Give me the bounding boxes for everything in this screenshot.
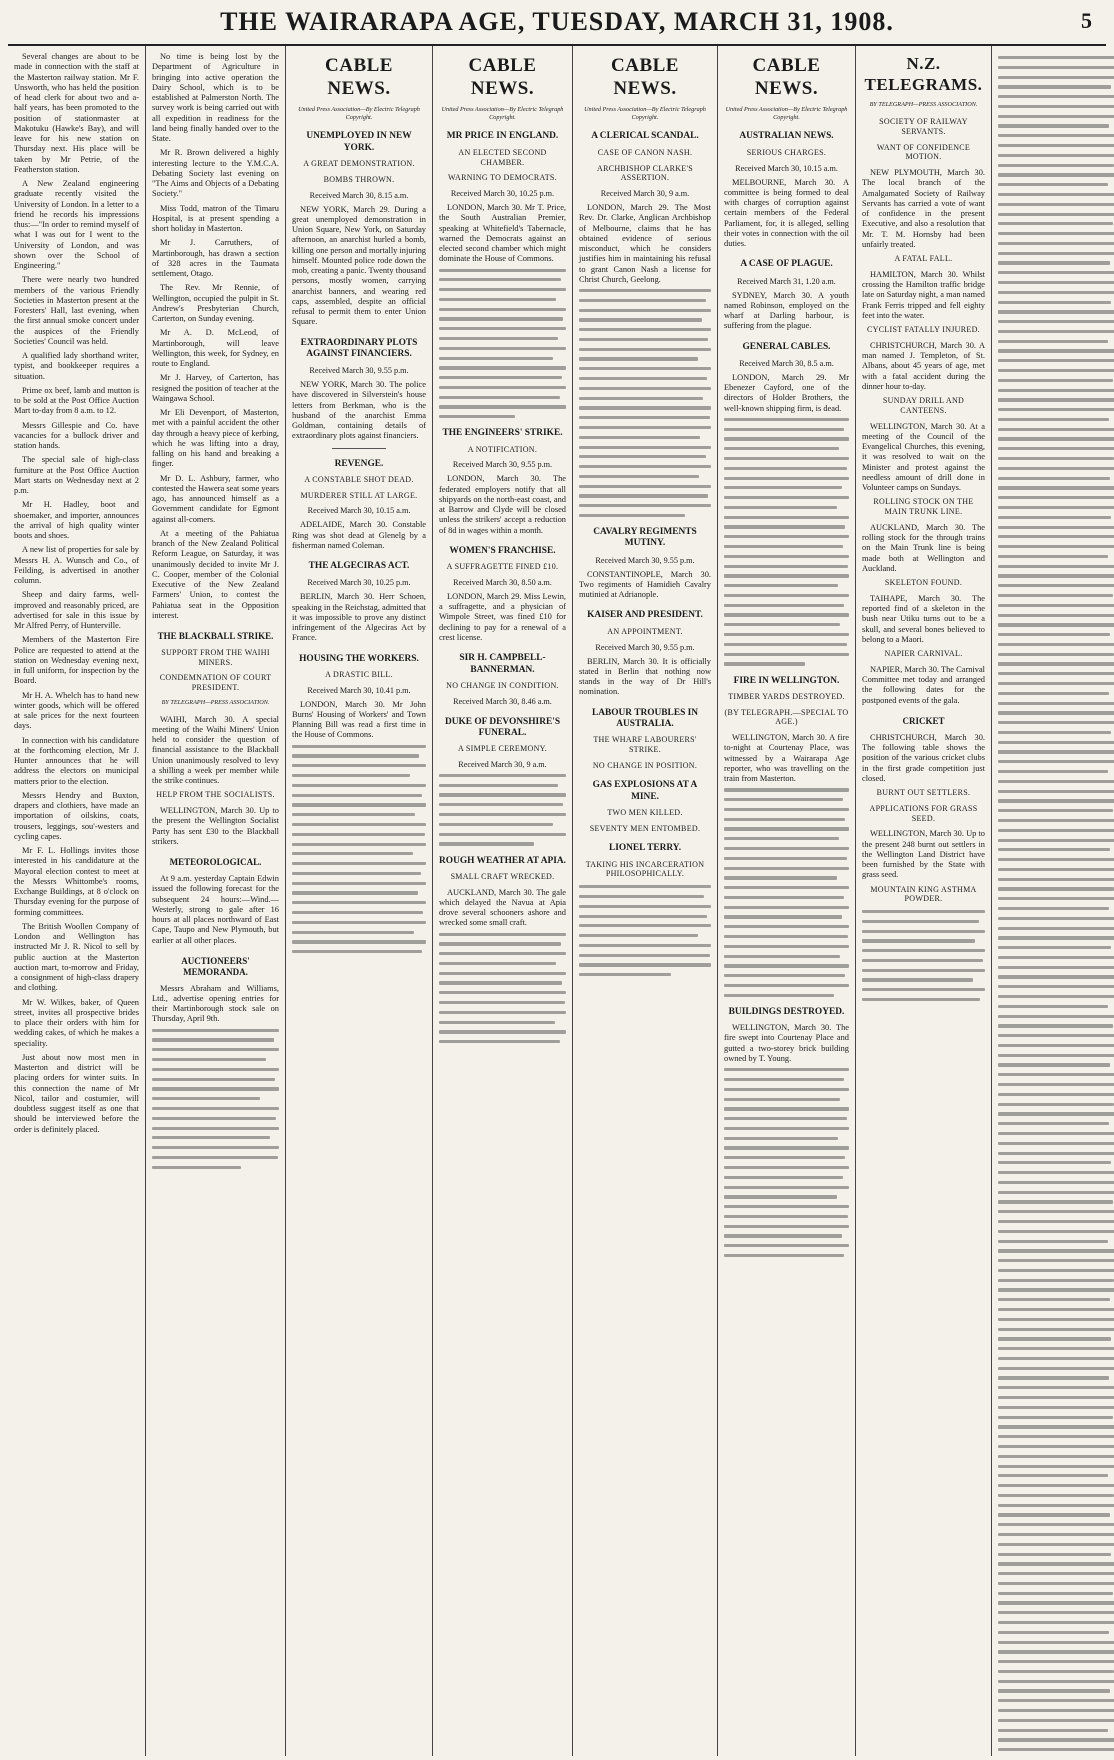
- article-paragraph: In connection with his candidature at the forthcoming election, Mr J. Hunter announces that he will address the electors on municipal matters prior to the election.: [14, 735, 139, 786]
- article-paragraph: Mr Eli Devenport, of Masterton, met with a painful accident the other day through a heavy piece of kerbing, which he was lifting into a dray, falling on his hand and breaking a finger.: [152, 408, 279, 469]
- article-paragraph: NEW PLYMOUTH, March 30. The local branch of the Amalgamated Society of Railway Servants has carried a vote of want of confidence in the present Executive, and also a resolution that Mr. T. M. Hornsby had been unfairly treated.: [862, 168, 985, 249]
- article-paragraph: LONDON, March 30. The federated employers notify that all shipyards on the north-east coast, and at Barrow and Clyde will be closed unless the strikers' accept a reduction of 8d in wages within a month.: [439, 474, 566, 535]
- subheading: WARNING TO DEMOCRATS.: [448, 173, 557, 183]
- subheading: TAKING HIS INCARCERATION PHILOSOPHICALLY.: [585, 859, 705, 879]
- column-cable-news-4: [718, 46, 856, 1756]
- column-heading: CABLE NEWS.: [611, 55, 679, 100]
- article-paragraph: The Rev. Mr Rennie, of Wellington, occupied the pulpit in St. Andrew's Presbyterian Church, Carterton, on Sunday evening.: [152, 283, 279, 323]
- subheading: MOUNTAIN KING ASTHMA POWDER.: [870, 884, 977, 904]
- credit-line: BY TELEGRAPH—PRESS ASSOCIATION.: [161, 698, 270, 706]
- section-heading: CRICKET: [902, 715, 945, 726]
- article-paragraph: MELBOURNE, March 30. A committee is being formed to deal with charges of corruption against certain members of the Federal Parliament, for, it is alleged, selling their votes in connection with the oil duties.: [724, 177, 849, 248]
- received-line: Received March 30, 10.15 a.m.: [735, 163, 838, 173]
- subheading: A CONSTABLE SHOT DEAD.: [304, 474, 414, 484]
- article-paragraph: CHRISTCHURCH, March 30. A man named J. Templeton, of St. Albans, about 45 years of age, met with a fatal accident during the dinner hour to-day.: [862, 340, 985, 391]
- article-headline: WOMEN'S FRANCHISE.: [449, 545, 556, 556]
- article-paragraph: ADELAIDE, March 30. Constable Ring was shot dead at Glenelg by a fisherman named Coleman.: [292, 520, 426, 550]
- article-paragraph: LONDON, March 29. Mr Ebenezer Cayford, one of the directors of Holder Brothers, the well-known shipping firm, is dead.: [724, 372, 849, 413]
- article-paragraph: At a meeting of the Pahiatua branch of the New Zealand Political Reform League, on Saturday, it was unanimously decided to invite Mr J. C. Cooper, member of the Colonial Executive of the New Zealand Farmers' Union, to contest the Pahiatua seat in the Opposition interest.: [152, 528, 279, 620]
- received-line: Received March 30, 9 a.m.: [458, 759, 547, 769]
- received-line: Received March 31, 1.20 a.m.: [737, 276, 836, 286]
- column-heading: CABLE NEWS.: [325, 55, 393, 100]
- column-cable-news-1: [286, 46, 433, 1756]
- received-line: Received March 30, 9 a.m.: [600, 189, 690, 198]
- text-filler: [724, 418, 849, 666]
- article-headline: KAISER AND PRESIDENT.: [587, 610, 703, 621]
- section-heading: AUCTIONEERS' MEMORANDA.: [181, 955, 250, 977]
- text-filler: [998, 56, 1114, 1756]
- subheading: APPLICATIONS FOR GRASS SEED.: [869, 803, 978, 823]
- column-heading: N.Z. TELEGRAMS.: [864, 54, 983, 94]
- article-paragraph: BERLIN, March 30. Herr Schoen, speaking in the Reichstag, admitted that it was impossible to prove any distinct infringement of the Algeciras Act by France.: [292, 592, 426, 643]
- article-paragraph: Mr F. L. Hollings invites those interested in his candidature at the Mayoral election contest to meet at the Messrs Whittombe's rooms, Exchange Buildings, at 8 o'clock on Thursday evening for the purpose of forming committees.: [14, 846, 139, 917]
- article-paragraph: LONDON, March 29. Miss Lewin, a suffragette, and a physician of Wimpole Street, was fined £10 for declining to pay for a renewal of a crest license.: [439, 591, 566, 642]
- column-cable-news-2: [433, 46, 573, 1756]
- subheading: CONDEMNATION OF COURT PRESIDENT.: [159, 673, 272, 693]
- article-paragraph: Sheep and dairy farms, well-improved and reasonably priced, are advertised for sale in this issue by Mr Alfred Perry, of Hunterville.: [14, 590, 139, 630]
- column-heading: CABLE NEWS.: [752, 55, 821, 100]
- subheading: CASE OF CANON NASH.: [597, 147, 693, 157]
- credit-line: United Press Association—By Electric Telegraph Copyright.: [441, 106, 564, 121]
- article-paragraph: Mr J. Harvey, of Carterton, has resigned the position of teacher at the Waingawa School.: [152, 373, 279, 403]
- article-paragraph: WELLINGTON, March 30. A fire to-night at Courtenay Place, was witnessed by a Wairarapa Age reporter, who was travelling on the train from Masterton.: [724, 733, 849, 784]
- text-filler: [724, 1068, 849, 1257]
- article-paragraph: HAMILTON, March 30. Whilst crossing the Hamilton traffic bridge late on Saturday night, a man named Frank Ferris tripped and fell eighty feet into the water.: [862, 269, 985, 320]
- text-filler: [439, 774, 566, 846]
- subheading: A GREAT DEMONSTRATION.: [303, 159, 415, 169]
- article-paragraph: Members of the Masterton Fire Police are requested to attend at the station on Wednesday evening next, in full uniform, for inspection by the Board.: [14, 635, 139, 686]
- article-paragraph: No time is being lost by the Department of Agriculture in bringing into active operation the Dairy School, which is to be established at Palmerston North. The survey work is being carried out with all expedition in readiness for the land being finally handed over to the State.: [152, 52, 279, 143]
- article-headline: SIR H. CAMPBELL-BANNERMAN.: [459, 653, 546, 675]
- article-paragraph: NAPIER, March 30. The Carnival Committee met today and arranged the following dates for the postponed events of the gala.: [862, 664, 985, 705]
- article-paragraph: Messrs Hendry and Buxton, drapers and clothiers, have made an importation of oilskins, coats, trousers, leggings, sou'-westers and cycling capes.: [14, 790, 139, 841]
- credit-line: United Press Association—By Electric Telegraph Copyright.: [298, 106, 420, 121]
- article-paragraph: CONSTANTINOPLE, March 30. Two regiments of Hamidieh Cavalry mutinied at Adrianople.: [579, 569, 711, 600]
- subheading: SUNDAY DRILL AND CANTEENS.: [882, 396, 965, 415]
- article-paragraph: Mr W. Wilkes, baker, of Queen street, invites all prospective brides to place their orders with him for wedding cakes, of which he makes a speciality.: [14, 997, 139, 1048]
- subheading: BOMBS THROWN.: [323, 174, 395, 184]
- article-paragraph: LONDON, March 29. The Most Rev. Dr. Clarke, Anglican Archbishop of Melbourne, claims that he has obtained evidence of serious misconduct, which he considers justifies him in maintaining his refusal to grant Canon Nash a license for Christ Church, Geelong.: [579, 203, 711, 284]
- received-line: Received March 30, 9.55 p.m.: [595, 642, 695, 652]
- column-heading: CABLE NEWS.: [468, 55, 537, 100]
- subheading: THE WHARF LABOURERS' STRIKE.: [593, 735, 697, 754]
- subheading: ROLLING STOCK ON THE MAIN TRUNK LINE.: [873, 497, 974, 517]
- article-headline: ROUGH WEATHER AT APIA.: [439, 855, 566, 866]
- article-paragraph: A New Zealand engineering graduate recently visited the University of London. In a letter to a friend he records his impressions thus:—"In order to remind myself of what I was out for I went to the University of London, and was shown over the School of Engineering.": [14, 179, 139, 270]
- received-line: Received March 30, 8.5 a.m.: [739, 358, 834, 368]
- article-headline: THE ENGINEERS' STRIKE.: [442, 428, 563, 439]
- subheading: A DRASTIC BILL.: [325, 669, 393, 679]
- section-heading: METEOROLOGICAL.: [169, 857, 262, 868]
- subheading: A SUFFRAGETTE FINED £10.: [446, 562, 559, 572]
- subheading: NO CHANGE IN CONDITION.: [446, 680, 559, 690]
- subheading: A NOTIFICATION.: [467, 444, 538, 454]
- article-paragraph: WELLINGTON, March 30. At a meeting of the Council of the Evangelical Churches, this evening, it was resolved to wait on the Minister and protest against the needless amount of drill done in Volunteer camps on Sundays.: [862, 421, 985, 493]
- credit-line: United Press Association—By Electric Telegraph Copyright.: [584, 106, 706, 121]
- text-filler: [152, 1029, 279, 1169]
- article-paragraph: Mr J. Carruthers, of Martinborough, has drawn a section of 328 acres in the Taumata settlement, Otago.: [152, 238, 279, 278]
- subheading: A FATAL FALL.: [894, 254, 953, 264]
- article-paragraph: CHRISTCHURCH, March 30. The following table shows the position of the various cricket clubs in the first grade competition just closed.: [862, 732, 985, 783]
- article-headline: AUSTRALIAN NEWS.: [739, 131, 834, 142]
- subheading: TWO MEN KILLED.: [607, 807, 683, 817]
- article-paragraph: Mr A. D. McLeod, of Martinborough, will leave Wellington, this week, for Sydney, en route to England.: [152, 328, 279, 368]
- article-headline: A CASE OF PLAGUE.: [740, 259, 833, 270]
- subheading: SKELETON FOUND.: [884, 578, 963, 588]
- article-paragraph: WELLINGTON, March 30. Up to the present the Wellington Socialist Party has sent £30 to the Blackball strikers.: [152, 806, 279, 846]
- subheading: SOCIETY OF RAILWAY SERVANTS.: [879, 117, 968, 136]
- newspaper-title: THE WAIRARAPA AGE, TUESDAY, MARCH 31, 1908.: [220, 7, 894, 36]
- article-paragraph: Prime ox beef, lamb and mutton is to be sold at the Post Office Auction Mart to-day from 8 a.m. to 12.: [14, 385, 139, 416]
- text-filler: [579, 289, 711, 517]
- received-line: Received March 30, 10.41 p.m.: [307, 685, 411, 695]
- received-line: Received March 30, 10.15 a.m.: [307, 506, 411, 516]
- text-filler: [862, 910, 985, 1001]
- article-paragraph: SYDNEY, March 30. A youth named Robinson, employed on the wharf at Darling harbour, is suffering from the plague.: [724, 290, 849, 331]
- article-paragraph: AUCKLAND, March 30. The gale which delayed the Navua at Apia drove several schooners ashore and wrecked some small craft.: [439, 887, 566, 928]
- text-filler: [724, 788, 849, 997]
- subheading: SERIOUS CHARGES.: [746, 147, 827, 157]
- columns: [8, 46, 1106, 1756]
- article-paragraph: LONDON, March 30. Mr John Burns' Housing of Workers' and Town Planning Bill was read a first time in the House of Commons.: [292, 699, 426, 740]
- article-headline: A CLERICAL SCANDAL.: [591, 131, 699, 142]
- page-number: 5: [1081, 8, 1092, 33]
- subheading: NAPIER CARNIVAL.: [884, 649, 963, 659]
- article-paragraph: Several changes are about to be made in connection with the staff at the Masterton railway station. Mr F. Unsworth, who has held the position of head clerk for about two and a-half years, has been promoted to the position of stationmaster at Makotuku (Hawke's Bay), and will leave for his new station on Thursday next. His place will be taken by Mr Petrie, of the Featherston station.: [14, 52, 139, 174]
- article-headline: LABOUR TROUBLES IN AUSTRALIA.: [591, 707, 699, 729]
- subheading: SMALL CRAFT WRECKED.: [450, 871, 555, 881]
- subheading: NO CHANGE IN POSITION.: [592, 760, 698, 770]
- article-paragraph: WELLINGTON, March 30. The fire swept into Courtenay Place and gutted a two-storey brick building owned by T. Young.: [724, 1023, 849, 1063]
- subheading: BURNT OUT SETTLERS.: [876, 788, 971, 797]
- column-nz-telegrams: [856, 46, 992, 1756]
- column-local-news-1: [8, 46, 146, 1756]
- subheading: (BY TELEGRAPH.—SPECIAL TO AGE.): [724, 707, 849, 727]
- column-local-news-2: [146, 46, 286, 1756]
- article-paragraph: Messrs Gillespie and Co. have vacancies for a bullock driver and station hands.: [14, 420, 139, 450]
- article-paragraph: NEW YORK, March 29. During a great unemployed demonstration in Union Square, New York, on Saturday afternoon, an anarchist hurled a bomb, killing one person and mortally injuring himself. Mounted police rode down the mob, creating a panic. Twenty thousand persons, mostly women, carrying anarchist banners, and wearing red caps, assembled, despite an official refusal to permit them to enter Union Square.: [292, 204, 426, 327]
- article-paragraph: AUCKLAND, March 30. The rolling stock for the through trains on the Main Trunk line is being made both at Wellington and Auckland.: [862, 522, 985, 573]
- received-line: Received March 30, 8.15 a.m.: [309, 190, 409, 200]
- article-paragraph: The special sale of high-class furniture at the Post Office Auction Mart starts on Wednesday next at 2 p.m.: [14, 455, 139, 495]
- subheading: AN ELECTED SECOND CHAMBER.: [458, 147, 547, 167]
- received-line: Received March 30, 8.50 a.m.: [453, 577, 552, 587]
- article-paragraph: Just about now most men in Masterton and district will be placing orders for winter suits. In this connection the name of Mr Nicol, tailor and costumier, will doubtless suggest itself as one that should be interviewed before the order is definitely placed.: [14, 1052, 139, 1134]
- article-headline: GAS EXPLOSIONS AT A MINE.: [592, 780, 698, 802]
- masthead: [8, 0, 1106, 46]
- subheading: HELP FROM THE SOCIALISTS.: [156, 790, 275, 800]
- article-headline: CAVALRY REGIMENTS MUTINY.: [593, 527, 697, 549]
- article-paragraph: At 9 a.m. yesterday Captain Edwin issued the following forecast for the subsequent 24 hours:—Wind.—Westerly, strong to gale after 16 hours at all places northward of East Cape, Taupo and New Plymouth, but earlier at all other places.: [152, 874, 279, 945]
- received-line: Received March 30, 10.25 p.m.: [450, 189, 555, 198]
- article-headline: DUKE OF DEVONSHIRE'S FUNERAL.: [444, 716, 561, 738]
- subheading: A SIMPLE CEREMONY.: [457, 744, 548, 754]
- subheading: WANT OF CONFIDENCE MOTION.: [876, 142, 971, 162]
- article-headline: HOUSING THE WORKERS.: [299, 653, 419, 664]
- credit-line: United Press Association—By Electric Telegraph Copyright.: [725, 106, 848, 121]
- received-line: Received March 30, 9.55 p.m.: [595, 555, 695, 565]
- article-headline: BUILDINGS DESTROYED.: [728, 1006, 845, 1017]
- text-filler: [579, 885, 711, 976]
- article-headline: MR PRICE IN ENGLAND.: [446, 131, 559, 142]
- article-paragraph: A qualified lady shorthand writer, typist, and bookkeeper requires a situation.: [14, 351, 139, 381]
- credit-line: BY TELEGRAPH—PRESS ASSOCIATION.: [869, 101, 978, 109]
- article-paragraph: There were nearly two hundred members of the various Friendly Societies in Masterton present at the Foresters' Hall, last evening, when the first annual smoke concert under the auspices of the Friendly Societies' Council was held.: [14, 275, 139, 346]
- text-filler: [439, 269, 566, 419]
- article-paragraph: TAIHAPE, March 30. The reported find of a skeleton in the bush near Utiku turns out to be a skull, and several bones believed to belong to a Maori.: [862, 593, 985, 644]
- article-paragraph: WELLINGTON, March 30. Up to the present 248 burnt out settlers in the Wellington Land District have been furnished by the State with grass seed.: [862, 829, 985, 880]
- article-headline: THE ALGECIRAS ACT.: [308, 561, 410, 572]
- article-headline: LIONEL TERRY.: [608, 843, 682, 854]
- section-heading: THE BLACKBALL STRIKE.: [157, 631, 274, 641]
- article-paragraph: The British Woollen Company of London and Wellington has instructed Mr J. R. Nicol to sell by public auction at the Masterton auction mart, to-morrow and Friday, a consignment of high-class drapery and clothing.: [14, 921, 139, 993]
- article-headline: REVENGE.: [334, 458, 384, 469]
- subheading: SUPPORT FROM THE WAIHI MINERS.: [161, 647, 270, 667]
- subheading: ARCHBISHOP CLARKE'S ASSERTION.: [597, 163, 693, 183]
- article-paragraph: Mr D. L. Ashbury, farmer, who contested the Hawera seat some years ago, has announced himself as a Government candidate for Egmont against all-comers.: [152, 473, 279, 524]
- divider: [332, 448, 386, 449]
- received-line: Received March 30, 9.55 p.m.: [309, 366, 409, 376]
- article-paragraph: Mr H. Hadley, boot and shoemaker, and importer, announces the arrival of high quality winter boots and shoes.: [14, 500, 139, 540]
- column-continuation: [992, 46, 1114, 1756]
- article-paragraph: A new list of properties for sale by Messrs H. A. Wunsch and Co., of Feilding, is advertised in another column.: [14, 545, 139, 585]
- article-paragraph: NEW YORK, March 30. The police have discovered in Silverstein's house letters from Berkman, who is the husband of the anarchist Emma Goldman, containing details of extraordinary plots against financiers.: [292, 380, 426, 441]
- text-filler: [439, 933, 566, 1044]
- article-paragraph: Mr R. Brown delivered a highly interesting lecture to the Y.M.C.A. Debating Society last evening on "The Aims and Objects of a Debating Society.": [152, 148, 279, 199]
- article-paragraph: BERLIN, March 30. It is officially stated in Berlin that nothing now stands in the way of Dr Hill's nomination.: [579, 656, 711, 697]
- article-headline: GENERAL CABLES.: [742, 341, 831, 352]
- article-headline: UNEMPLOYED IN NEW YORK.: [306, 131, 412, 153]
- text-filler: [292, 745, 426, 954]
- article-paragraph: LONDON, March 30. Mr T. Price, the South Australian Premier, speaking at Whitefield's Tabernacle, warned the Democrats against an elected second chamber which might dominate the House of Commons.: [439, 203, 566, 264]
- subheading: TIMBER YARDS DESTROYED.: [728, 691, 845, 701]
- received-line: Received March 30, 9.55 p.m.: [452, 460, 553, 470]
- article-headline: EXTRAORDINARY PLOTS AGAINST FINANCIERS.: [300, 337, 418, 359]
- subheading: SEVENTY MEN ENTOMBED.: [589, 823, 701, 833]
- subheading: MURDERER STILL AT LARGE.: [300, 490, 418, 500]
- column-cable-news-3: [573, 46, 718, 1756]
- article-paragraph: Mr H. A. Whelch has to hand new winter goods, which will be offered at sale prices for the next fourteen days.: [14, 690, 139, 731]
- received-line: Received March 30, 8.46 a.m.: [453, 696, 552, 706]
- subheading: AN APPOINTMENT.: [607, 626, 683, 636]
- article-paragraph: Miss Todd, matron of the Timaru Hospital, is at present spending a short holiday in Masterton.: [152, 203, 279, 233]
- article-paragraph: WAIHI, March 30. A special meeting of the Waihi Miners' Union held to consider the question of financial assistance to the Blackball Union unanimously resolved to levy a shilling a week per member while the strike continues.: [152, 714, 279, 786]
- article-headline: FIRE IN WELLINGTON.: [733, 675, 840, 686]
- received-line: Received March 30, 10.25 p.m.: [307, 578, 411, 588]
- article-paragraph: Messrs Abraham and Williams, Ltd., advertise opening entries for their Martinborough stock sale on Thursday, April 9th.: [152, 983, 279, 1024]
- subheading: CYCLIST FATALLY INJURED.: [867, 325, 980, 335]
